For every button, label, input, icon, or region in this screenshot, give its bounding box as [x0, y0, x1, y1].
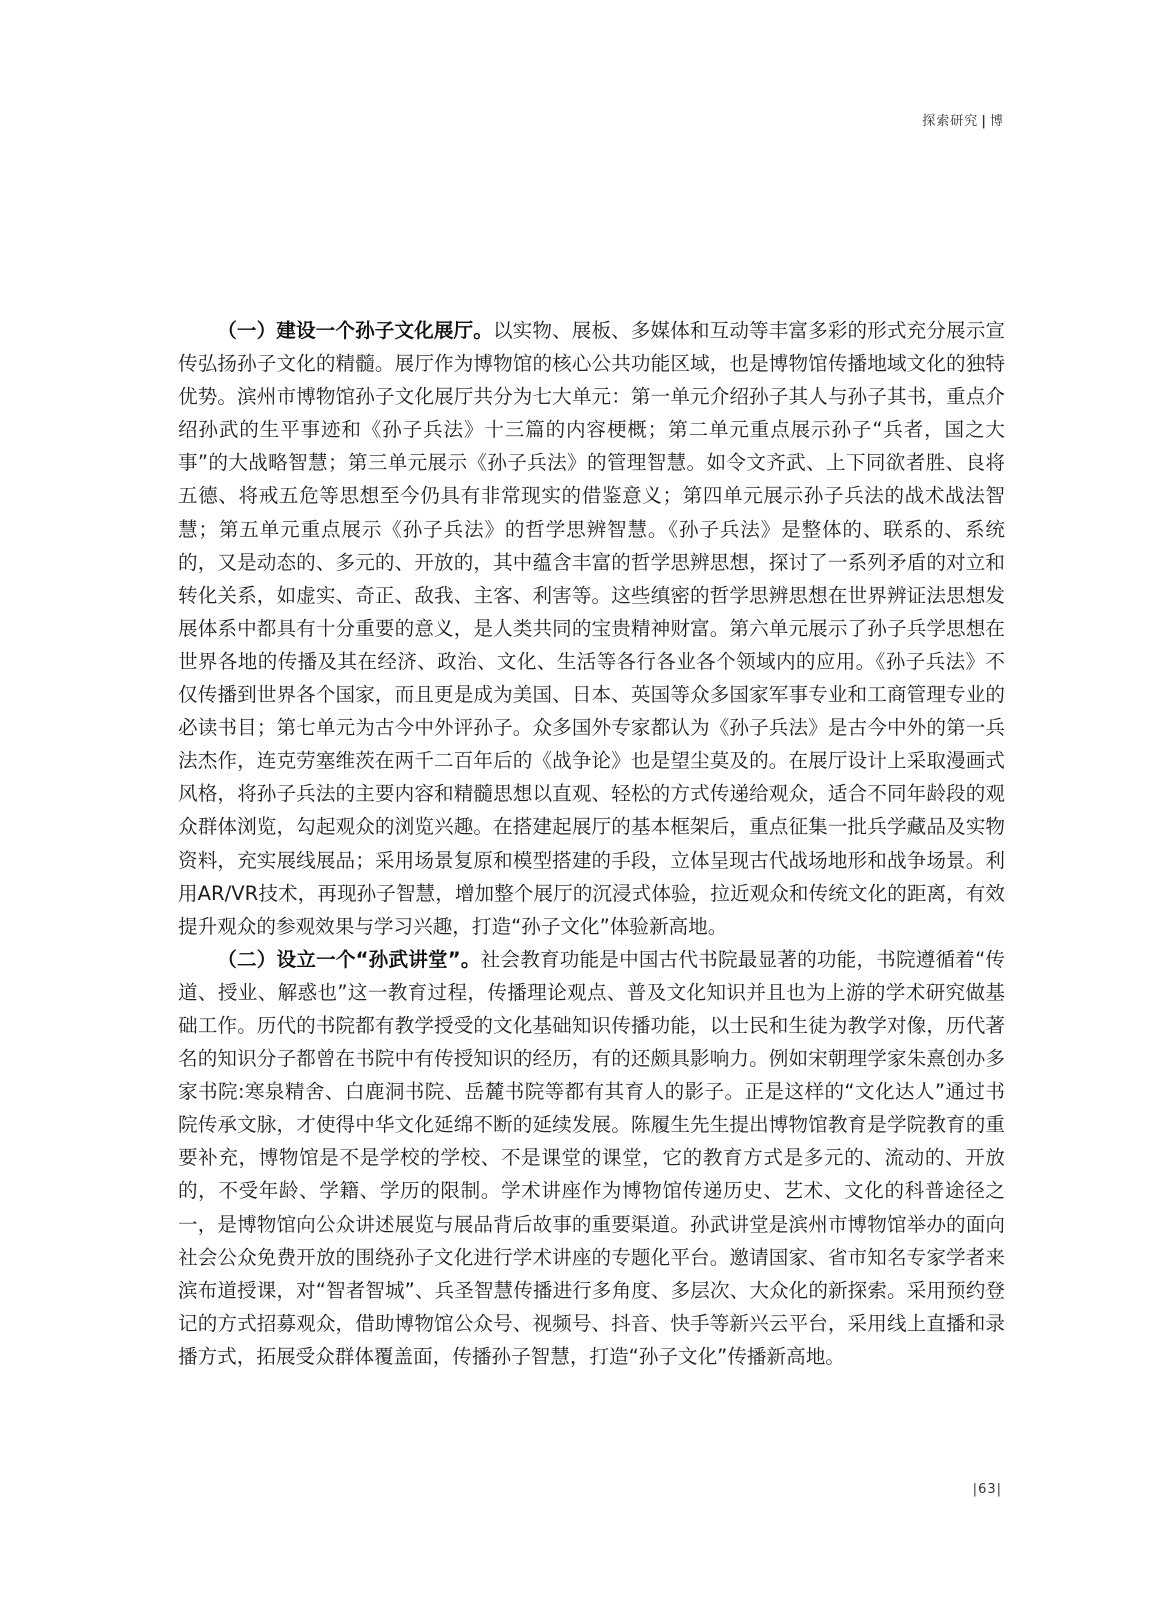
paragraph-exhibition-hall [178, 314, 1005, 943]
header-separator: | [981, 114, 987, 129]
page-number-value: 63 [978, 1482, 997, 1497]
page-number-bar-right: | [996, 1482, 1002, 1497]
article-body [178, 314, 1005, 1373]
header-journal: 博 [989, 114, 1004, 129]
paragraph-heading: （一）建设一个孙子文化展厅。 [217, 319, 493, 342]
paragraph-lecture-hall [178, 943, 1005, 1373]
page-number-bar-left: | [972, 1482, 979, 1497]
paragraph-text: 社会教育功能是中国古代书院最显著的功能，书院遵循着“传道、授业、解惑也”这一教育过程，传播理论观点、普及文化知识并且也为上游的学术研究做基础工作。历代的书院都有教学授受的文化基础知识传播功能，以士民和生徒为教学对像，历代著名的知识分子都曾在书院中有传授知识的经历，有的还颇具影响力。例如宋朝理学家朱熹创办多家书院:寒泉精舍、白鹿洞书院、岳麓书院等都有其育人的影子。正是这样的“文化达人”通过书院传承文脉，才使得中华文化延绵不断的延续发展。陈履生先生提出博物馆教育是学院教育的重要补充，博物馆是不是学校的学校、不是课堂的课堂，它的教育方式是多元的、流动的、开放的，不受年龄、学籍、学历的限制。学术讲座作为博物馆传递历史、艺术、文化的科普途径之一，是博物馆向公众讲述展览与展品背后故事的重要渠道。孙武讲堂是滨州市博物馆举办的面向社会公众免费开放的围绕孙子文化进行学术讲座的专题化平台。邀请国家、省市知名专家学者来滨布道授课，对“智者智城”、兵圣智慧传播进行多角度、多层次、大众化的新探索。采用预约登记的方式招募观众，借助博物馆公众号、视频号、抖音、快手等新兴云平台，采用线上直播和录播方式，拓展受众群体覆盖面，传播孙子智慧，打造“孙子文化”传播新高地。 [178, 947, 1005, 1368]
running-header [922, 110, 1004, 129]
paragraph-heading: （二）设立一个“孙武讲堂”。 [217, 947, 481, 971]
header-section: 探索研究 [922, 114, 979, 129]
paragraph-text: 以实物、展板、多媒体和互动等丰富多彩的形式充分展示宣传弘扬孙子文化的精髓。展厅作为博物馆的核心公共功能区域，也是博物馆传播地域文化的独特优势。滨州市博物馆孙子文化展厅共分为七大单元：第一单元介绍孙子其人与孙子其书，重点介绍孙武的生平事迹和《孙子兵法》十三篇的内容梗概；第二单元重点展示孙子“兵者，国之大事”的大战略智慧；第三单元展示《孙子兵法》的管理智慧。如令文齐武、上下同欲者胜、良将五德、将戒五危等思想至今仍具有非常现实的借鉴意义；第四单元展示孙子兵法的战术战法智慧；第五单元重点展示《孙子兵法》的哲学思辨智慧。《孙子兵法》是整体的、联系的、系统的，又是动态的、多元的、开放的，其中蕴含丰富的哲学思辨思想，探讨了一系列矛盾的对立和转化关系，如虚实、奇正、敌我、主客、利害等。这些缜密的哲学思辨思想在世界辨证法思想发展体系中都具有十分重要的意义，是人类共同的宝贵精神财富。第六单元展示了孙子兵学思想在世界各地的传播及其在经济、政治、文化、生活等各行各业各个领域内的应用。《孙子兵法》不仅传播到世界各个国家，而且更是成为美国、日本、英国等众多国家军事专业和工商管理专业的必读书目；第七单元为古今中外评孙子。众多国外专家都认为《孙子兵法》是古今中外的第一兵法杰作，连克劳塞维茨在两千二百年后的《战争论》也是望尘莫及的。在展厅设计上采取漫画式风格，将孙子兵法的主要内容和精髓思想以直观、轻松的方式传递给观众，适合不同年龄段的观众群体浏览，勾起观众的浏览兴趣。在搭建起展厅的基本框架后，重点征集一批兵学藏品及实物资料，充实展线展品；采用场景复原和模型搭建的手段，立体呈现古代战场地形和战争场景。利用AR/VR技术，再现孙子智慧，增加整个展厅的沉浸式体验，拉近观众和传统文化的距离，有效提升观众的参观效果与学习兴趣，打造“孙子文化”体验新高地。 [178, 319, 1006, 938]
page-number [973, 1482, 1002, 1497]
